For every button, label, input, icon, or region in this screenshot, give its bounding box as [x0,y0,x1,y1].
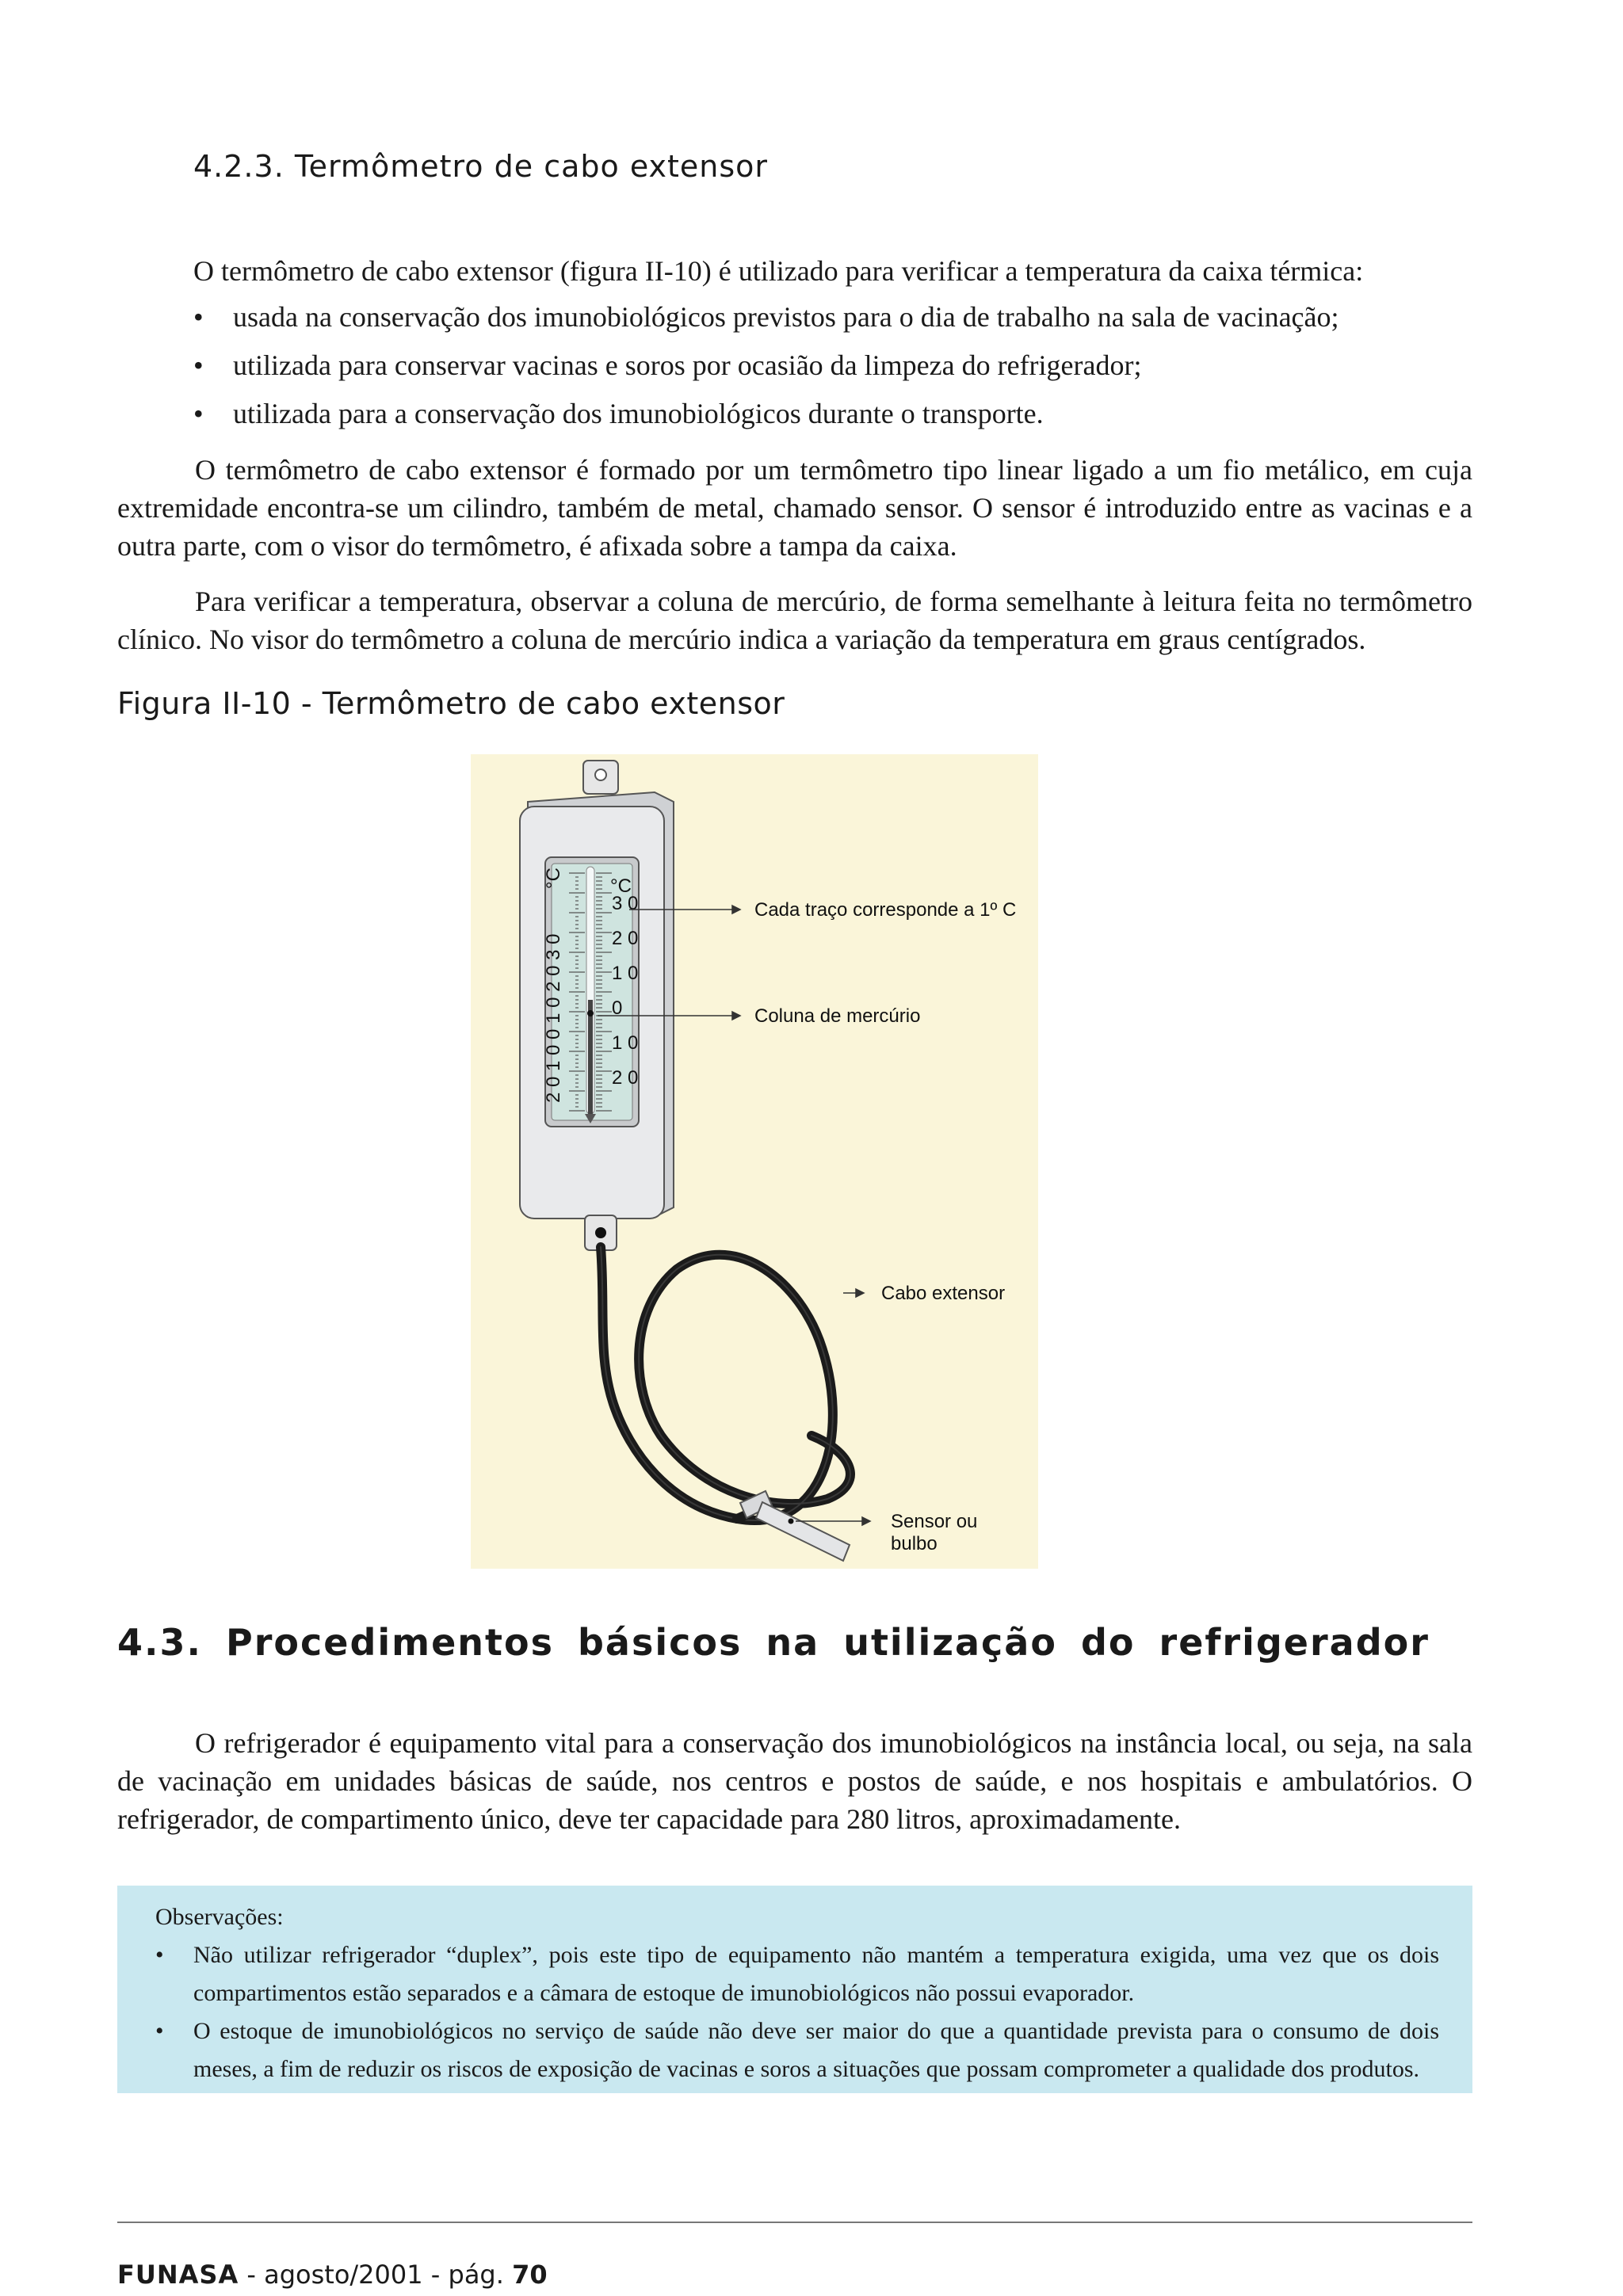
section-heading: 4.3. Procedimentos básicos na utilização do refrigerador [117,1621,1430,1664]
observation-text: O estoque de imunobiológicos no serviço de saúde não deve ser maior do que a quantidade prevista para o consumo de dois meses, a fim de reduzir os riscos de exposição de vacinas e soros a situações que possam comprometer a qualidade dos produtos. [193,2018,1439,2082]
page-footer [117,2260,548,2290]
figure-thermometer [471,754,1038,1569]
footer-divider [117,2222,1472,2223]
scale-unit-right: °C [610,875,632,897]
bullet-icon: • [155,2018,164,2044]
scale-number: 3 0 [612,893,639,914]
paragraph-composition: O termômetro de cabo extensor é formado por um termômetro tipo linear ligado a um fio metálico, em cuja extremidade encontra-se um cilindro, também de metal, chamado sensor. O sensor é introduzido entre as vacinas e a outra parte, com o visor do termômetro, é afixada sobre a tampa da caixa. [117,454,1472,562]
cable-anchor [595,1227,606,1238]
observation-item [155,1936,1439,2012]
label-sensor-line1: Sensor ou [891,1511,978,1532]
scale-unit-left: °C [543,868,564,889]
observation-item [155,2012,1439,2088]
scale-numbers-left: 2 0 1 0 0 1 0 2 0 3 0 [543,933,564,1103]
mercury-marker [587,1010,594,1016]
extension-cable [601,1247,850,1520]
scale-number: 1 0 [612,963,639,984]
paragraph-refrigerator: O refrigerador é equipamento vital para a conservação dos imunobiológicos na instância local, ou seja, na sala de vacinação em unidades básicas de saúde, nos centros e postos de saúde, e nos hospitais e ambulatórios. O refrigerador, de compartimento único, deve ter capacidade para 280 litros, aproximadamente. [117,1727,1472,1835]
scale-number: 1 0 [612,1032,639,1054]
intro-paragraph: O termômetro de cabo extensor (figura II-10) é utilizado para verificar a temperatura da caixa térmica: [193,255,1364,287]
list-item: • utilizada para a conservação dos imunobiológicos durante o transporte. [193,395,1477,433]
bullet-list [193,298,1477,443]
figure-caption: Figura II-10 - Termômetro de cabo extensor [117,686,785,721]
footer-date: - agosto/2001 - pág. [239,2260,513,2290]
scale-number: 2 0 [612,928,639,949]
label-mercury: Coluna de mercúrio [754,1005,921,1027]
paragraph-reading: Para verificar a temperatura, observar a coluna de mercúrio, de forma semelhante à leitura feita no termômetro clínico. No visor do termômetro a coluna de mercúrio indica a variação da temperatura em graus centígrados. [117,585,1472,655]
scale-number: 2 0 [612,1067,639,1089]
hanging-hole [595,769,606,780]
subsection-heading: 4.2.3. Termômetro de cabo extensor [193,149,769,184]
scale-number: 0 [612,997,623,1019]
observations-title: Observações: [155,1904,284,1930]
footer-org: FUNASA [117,2260,239,2290]
observation-text: Não utilizar refrigerador “duplex”, pois este tipo de equipamento não mantém a temperatura exigida, uma vez que os dois compartimentos estão separados e a câmara de estoque de imunobiológicos não possui evaporador. [193,1942,1439,2006]
list-item: • utilizada para conservar vacinas e soros por ocasião da limpeza do refrigerador; [193,346,1477,384]
thermometer-illustration [471,754,1038,1569]
label-sensor-line2: bulbo [891,1533,938,1554]
label-tick: Cada traço corresponde a 1º C [754,899,1017,921]
list-item: • usada na conservação dos imunobiológicos previstos para o dia de trabalho na sala de vacinação; [193,298,1477,336]
label-cable: Cabo extensor [881,1283,1006,1304]
mercury-column [588,1000,593,1116]
observations-box [117,1886,1472,2093]
page-number: 70 [512,2260,548,2290]
bullet-icon: • [155,1942,164,1968]
